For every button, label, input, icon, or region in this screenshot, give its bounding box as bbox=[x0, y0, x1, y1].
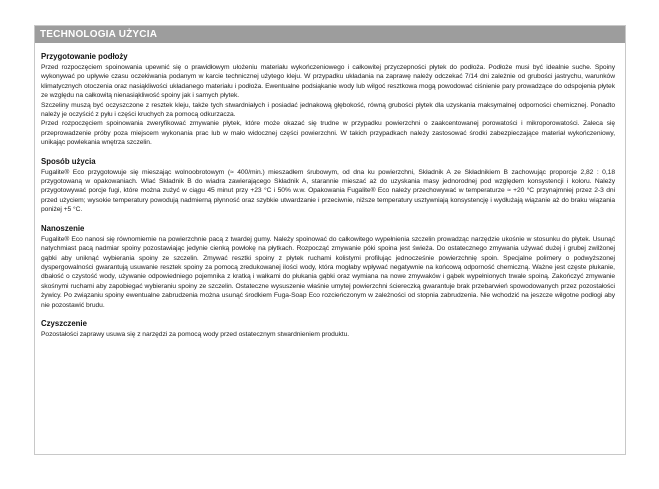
panel-content bbox=[35, 43, 625, 339]
section-title: Sposób użycia bbox=[41, 156, 96, 166]
paragraph: Szczeliny muszą być oczyszczone z resztek kleju, także tych stwardniałych i posiadać jednakową głębokość, równą grubości płytek dla uzyskania maksymalnej odporności chemicznej. Ponadto należy je oczyścić z pyłu i części kruchych za pomocą odkurzacza. bbox=[41, 101, 615, 119]
paragraph: Fugalite® Eco przygotowuje się mieszając wolnoobrotowym (≈ 400/min.) mieszadłem śrubowym, od dna ku powierzchni, Składnik A ze Składnikiem B zachowując proporcje 2,82 : 0,18 przygotowaną w opakowaniach. Wlać Składnik B do wiadra zawierającego Składnik A, starannie mieszać aż do uzyskania masy jednorodnej pod względem konsystencji i koloru. Należy przygotowywać porcje fugi, które można zużyć w ciągu 45 minut przy +23 °C i 50% w.w. Opakowania Fugalite® Eco należy przechowywać w temperaturze ≈ +20 °C przynajmniej przez 2-3 dni przed użyciem; wysokie temperatury powodują nadmierną płynność oraz szybkie utwardzanie i przeciwnie, niższe temperatury usztywniają konsystencję i wydłużają wiązanie aż do braku wiązania poniżej +5 °C. bbox=[41, 168, 615, 214]
section-title: Przygotowanie podłoży bbox=[41, 52, 128, 61]
section-title: Czyszczenie bbox=[41, 318, 87, 328]
paragraph: Pozostałości zaprawy usuwa się z narzędzi za pomocą wody przed ostatecznym stwardnieniem produktu. bbox=[41, 330, 350, 338]
panel-title: TECHNOLOGIA UŻYCIA bbox=[35, 26, 625, 43]
paragraph: Fugalite® Eco nanosi się równomiernie na powierzchnie pacą z twardej gumy. Należy spoinować do całkowitego wypełnienia szczelin prowadząc narzędzie ukośnie w stosunku do płytek. Usunąć natychmiast pacą nadmiar spoiny pozostawiając jedynie cienką powłokę na płytkach. Rozpocząć zmywanie póki spoina jest świeża. Do ostatecznego zmywania używać dużej i grubej zwilżonej gąbki aby uniknąć wybierania spoiny ze szczelin. Zmywać resztki spoiny z płytek ruchami kolistymi profilując jednocześnie powierzchnię spoin. Specjalne polimery o podwyższonej dyspergowalności gwarantują usuwanie resztek spoiny za pomocą zredukowanej ilości wody, która mogłaby wpływać negatywnie na końcową odporność chemiczną. Ważne jest częste płukanie, dbałość o czystość wody, używanie odpowiedniego pojemnika z kratką i wałkami do płukania gąbki oraz wymiana na nowe zmywaków i gąbek wypełnionych trwale spoiną. Zakończyć zmywanie skośnymi ruchami aby zapobiegać wybieraniu spoiny ze szczelin. Ostateczne wysuszenie właśnie umytej powierzchni ściereczką gwarantuje brak przebarwień spowodowanych przez pozostałości żywicy. Po związaniu spoiny ewentualne zabrudzenia można usunąć środkiem Fuga-Soap Eco rozcieńczonym w zależności od stopnia zabrudzenia. Nie wchodzić na jeszcze wilgotne podłogi aby nie pozostawić brudu. bbox=[41, 235, 615, 309]
paragraph: Przed rozpoczęciem spoinowania zweryfikować zmywanie płytek, które może okazać się trudne w przypadku powierzchni o zaakcentowanej porowatości i mikroporowatości. Zaleca się przeprowadzenie próby poza miejscem wykonania prac lub w mało widocznej części powierzchni. W takich przypadkach należy zastosować środki zabezpieczające materiał wykończeniowy, unikając powlekania wnętrza szczelin. bbox=[41, 120, 615, 147]
section-application bbox=[41, 224, 615, 310]
paragraph: Przed rozpoczęciem spoinowania upewnić się o prawidłowym ułożeniu materiału wykończeniowego i całkowitej przyczepności płytek do podłoża. Podłoże musi być idealnie suche. Spoiny wykonywać po upływie czasu oczekiwania podanym w karcie technicznej użytego kleju. W przypadku układania na zaprawę należy odczekać 7/14 dni zależnie od grubości jastrychu, warunków klimatycznych otoczenia oraz nasiąkliwości układanego materiału i podłoża. Ewentualne podsiąkanie wody lub wilgoć resztkowa mogą powodować ciśnienie pary prowadzące do odspojenia płytek ze względu na całkowitą nienasiąkliwość spoiny jak i samych płytek. bbox=[41, 64, 615, 100]
section-substrate-preparation bbox=[41, 52, 615, 148]
technology-panel bbox=[34, 25, 626, 455]
section-title: Nanoszenie bbox=[41, 223, 85, 233]
section-usage bbox=[41, 157, 615, 215]
section-cleaning bbox=[41, 319, 615, 339]
